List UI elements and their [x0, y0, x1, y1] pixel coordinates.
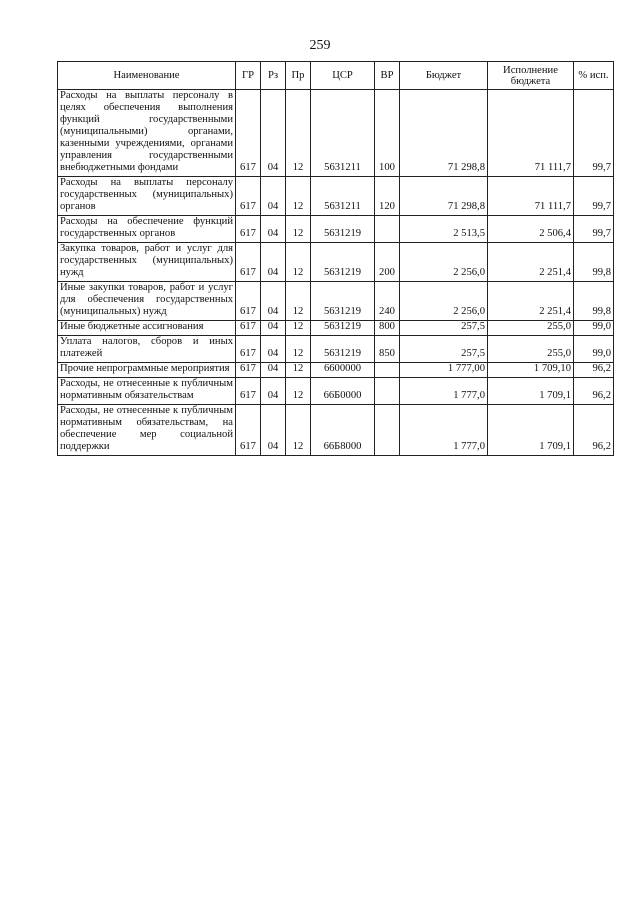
header-budget: Бюджет [400, 62, 488, 90]
table-row [58, 363, 614, 378]
cell-pr: 12 [286, 177, 311, 216]
cell-csr: 5631219 [311, 282, 375, 321]
cell-budget: 1 777,00 [400, 363, 488, 378]
cell-rz: 04 [261, 363, 286, 378]
table-row [58, 378, 614, 405]
cell-gr: 617 [236, 405, 261, 456]
cell-pr: 12 [286, 405, 311, 456]
header-percent: % исп. [574, 62, 614, 90]
header-vr: ВР [375, 62, 400, 90]
cell-name: Расходы на выплаты персоналу в целях обеспечения выполнения функций государственными (муниципальными) органами, казенными учреждениями, органами управления государственными внебюджетными фондами [58, 90, 236, 177]
cell-csr: 5631211 [311, 90, 375, 177]
cell-pr: 12 [286, 321, 311, 336]
cell-rz: 04 [261, 177, 286, 216]
cell-csr: 6600000 [311, 363, 375, 378]
cell-csr: 66Б0000 [311, 378, 375, 405]
cell-gr: 617 [236, 177, 261, 216]
cell-rz: 04 [261, 405, 286, 456]
cell-pr: 12 [286, 90, 311, 177]
cell-rz: 04 [261, 321, 286, 336]
cell-name: Закупка товаров, работ и услуг для государственных (муниципальных) нужд [58, 243, 236, 282]
cell-name: Прочие непрограммные мероприятия [58, 363, 236, 378]
table-row [58, 321, 614, 336]
cell-pr: 12 [286, 363, 311, 378]
table-row [58, 282, 614, 321]
cell-budget: 1 777,0 [400, 378, 488, 405]
cell-execution: 2 251,4 [488, 243, 574, 282]
cell-name: Расходы, не отнесенные к публичным нормативным обязательствам [58, 378, 236, 405]
cell-percent: 96,2 [574, 363, 614, 378]
cell-vr: 850 [375, 336, 400, 363]
table-row [58, 90, 614, 177]
cell-rz: 04 [261, 378, 286, 405]
cell-vr [375, 216, 400, 243]
cell-pr: 12 [286, 336, 311, 363]
cell-gr: 617 [236, 336, 261, 363]
cell-csr: 5631211 [311, 177, 375, 216]
cell-budget: 257,5 [400, 336, 488, 363]
header-execution: Исполнение бюджета [488, 62, 574, 90]
cell-gr: 617 [236, 378, 261, 405]
cell-vr: 200 [375, 243, 400, 282]
cell-execution: 2 251,4 [488, 282, 574, 321]
cell-gr: 617 [236, 90, 261, 177]
cell-name: Уплата налогов, сборов и иных платежей [58, 336, 236, 363]
table-row [58, 177, 614, 216]
cell-budget: 71 298,8 [400, 90, 488, 177]
table-row [58, 216, 614, 243]
page-number: 259 [309, 38, 331, 53]
cell-rz: 04 [261, 90, 286, 177]
cell-execution: 1 709,1 [488, 378, 574, 405]
cell-name: Расходы на обеспечение функций государственных органов [58, 216, 236, 243]
cell-percent: 99,8 [574, 282, 614, 321]
cell-csr: 5631219 [311, 336, 375, 363]
cell-gr: 617 [236, 282, 261, 321]
cell-vr: 100 [375, 90, 400, 177]
cell-budget: 257,5 [400, 321, 488, 336]
cell-budget: 2 256,0 [400, 243, 488, 282]
cell-vr [375, 405, 400, 456]
header-rz: Рз [261, 62, 286, 90]
cell-gr: 617 [236, 321, 261, 336]
cell-csr: 5631219 [311, 321, 375, 336]
cell-vr: 120 [375, 177, 400, 216]
cell-execution: 2 506,4 [488, 216, 574, 243]
cell-execution: 1 709,10 [488, 363, 574, 378]
cell-percent: 99,7 [574, 177, 614, 216]
cell-csr: 5631219 [311, 243, 375, 282]
cell-percent: 99,8 [574, 243, 614, 282]
cell-budget: 71 298,8 [400, 177, 488, 216]
cell-pr: 12 [286, 282, 311, 321]
cell-execution: 1 709,1 [488, 405, 574, 456]
cell-pr: 12 [286, 378, 311, 405]
budget-execution-table [57, 61, 614, 456]
header-pr: Пр [286, 62, 311, 90]
cell-vr [375, 363, 400, 378]
cell-percent: 99,7 [574, 216, 614, 243]
cell-name: Иные закупки товаров, работ и услуг для обеспечения государственных (муниципальных) нужд [58, 282, 236, 321]
cell-name: Иные бюджетные ассигнования [58, 321, 236, 336]
cell-vr: 800 [375, 321, 400, 336]
cell-percent: 99,0 [574, 321, 614, 336]
cell-budget: 1 777,0 [400, 405, 488, 456]
cell-gr: 617 [236, 363, 261, 378]
cell-gr: 617 [236, 216, 261, 243]
cell-pr: 12 [286, 216, 311, 243]
cell-percent: 99,7 [574, 90, 614, 177]
cell-rz: 04 [261, 336, 286, 363]
cell-budget: 2 513,5 [400, 216, 488, 243]
table-row [58, 405, 614, 456]
cell-rz: 04 [261, 216, 286, 243]
cell-execution: 255,0 [488, 336, 574, 363]
table-header-row [58, 62, 614, 90]
cell-name: Расходы на выплаты персоналу государственных (муниципальных) органов [58, 177, 236, 216]
cell-vr: 240 [375, 282, 400, 321]
cell-gr: 617 [236, 243, 261, 282]
header-gr: ГР [236, 62, 261, 90]
cell-name: Расходы, не отнесенные к публичным нормативным обязательствам, на обеспечение мер социальной поддержки [58, 405, 236, 456]
header-csr: ЦСР [311, 62, 375, 90]
table-row [58, 336, 614, 363]
table-row [58, 243, 614, 282]
header-name: Наименование [58, 62, 236, 90]
cell-percent: 96,2 [574, 378, 614, 405]
cell-csr: 5631219 [311, 216, 375, 243]
cell-execution: 71 111,7 [488, 90, 574, 177]
cell-vr [375, 378, 400, 405]
cell-percent: 96,2 [574, 405, 614, 456]
cell-percent: 99,0 [574, 336, 614, 363]
cell-csr: 66Б8000 [311, 405, 375, 456]
cell-execution: 255,0 [488, 321, 574, 336]
cell-budget: 2 256,0 [400, 282, 488, 321]
cell-pr: 12 [286, 243, 311, 282]
cell-execution: 71 111,7 [488, 177, 574, 216]
cell-rz: 04 [261, 282, 286, 321]
cell-rz: 04 [261, 243, 286, 282]
